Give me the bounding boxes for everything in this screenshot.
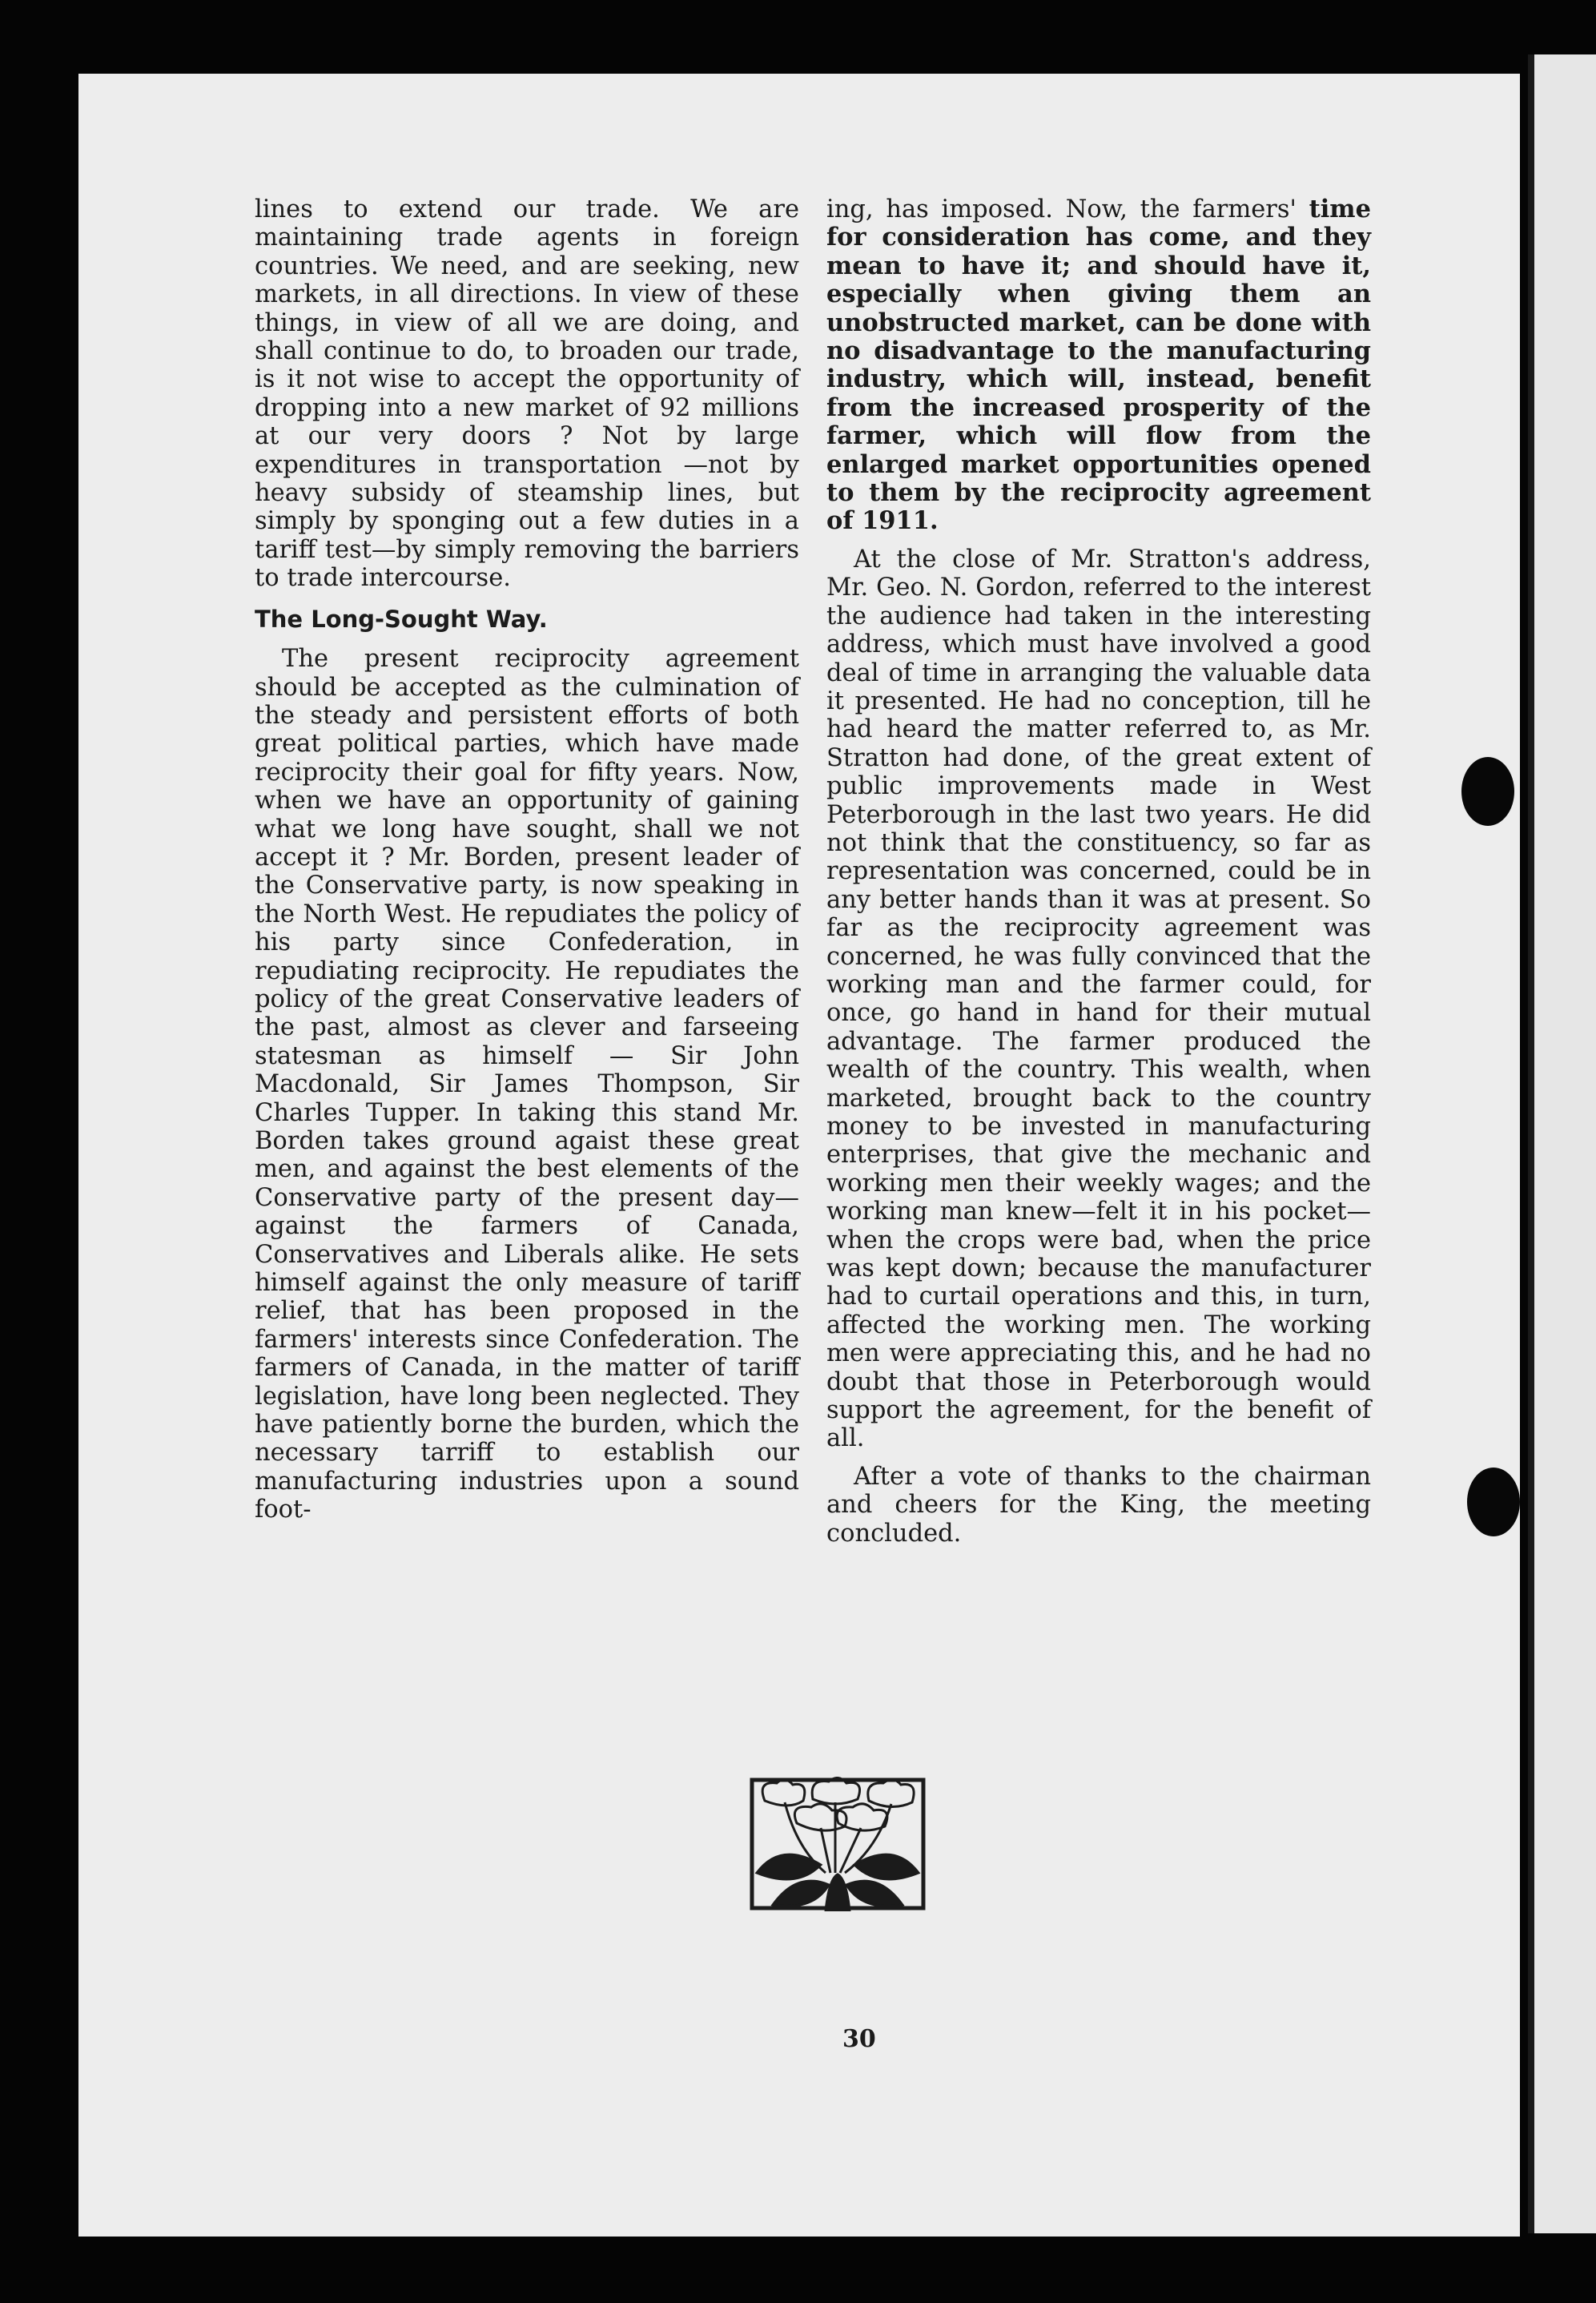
left-paragraph-2: The present reciprocity agreement should be accepted as the culmination of the steady and persistent efforts of both great political parties, which have made reciprocity their goal for fifty years. Now, when we have an opportunity of gaining what we long have sought, shall we not accept it ? Mr. Borden, present leader of the Conservative party, is now speaking in the North West. He repudiates the policy of his party since Confederation, in repudiating reciprocity. He repudiates the policy of the great Conservative leaders of the past, almost as clever and farseeing statesman as himself — Sir John Macdonald, Sir James Thompson, Sir Charles Tupper. In taking this stand Mr. Borden takes ground agaist these great men, and against the best elements of the Conservative party of the present day—against the farmers of Canada, Conservatives and Liberals alike. He sets himself against the only measure of tariff relief, that has been proposed in the farmers' interests since Confederation. The farmers of Canada, in the matter of tariff legislation, have long been neglected. They have patiently borne the burden, which the necessary tarriff to establish our manufacturing industries upon a sound foot- xyxy=(255,645,799,1524)
left-paragraph-1: lines to extend our trade. We are maintaining trade agents in foreign countries. We need, and are seeking, new markets, in all directions. In view of these things, in view of all we are doing, and shall continue to do, to broaden our trade, is it not wise to accept the opportunity of dropping into a new market of 92 millions at our very doors ? Not by large expenditures in transportation —not by heavy subsidy of steamship lines, but simply by sponging out a few duties in a tariff test—by simply removing the barriers to trade intercourse. xyxy=(255,195,799,593)
facing-page-edge xyxy=(1528,54,1596,2233)
left-column xyxy=(255,195,799,1534)
right-paragraph-3: After a vote of thanks to the chairman and cheers for the King, the meeting concluded. xyxy=(826,1462,1371,1548)
page-number: 30 xyxy=(842,2025,876,2053)
section-heading: The Long-Sought Way. xyxy=(255,605,548,633)
right-paragraph-1-bold: time for consideration has come, and they mean to have it; and should have it, especially when giving them an unobstructed market, can be done with no disadvantage to the manufacturing industry, which will, instead, benefit from the increased prosperity of the farmer, which will flow from the enlarged market opportunities opened to them by the reciprocity agreement of 1911. xyxy=(826,195,1371,536)
tulip-flowers-ornament-icon xyxy=(749,1777,927,1911)
right-paragraph-2: At the close of Mr. Stratton's address, Mr. Geo. N. Gordon, referred to the interest the audience had taken in the interesting address, which must have involved a good deal of time in arranging the valuable data it presented. He had no conception, till he had heard the matter referred to, as Mr. Stratton had done, of the great extent of public improvements made in West Peterborough in the last two years. He did not think that the constituency, so far as representation was concerned, could be in any better hands than it was at present. So far as the reciprocity agreement was concerned, he was fully convinced that the working man and the farmer could, for once, go hand in hand for their mutual advantage. The farmer produced the wealth of the country. This wealth, when marketed, brought back to the country money to be invested in manufacturing enterprises, that give the mechanic and working men their weekly wages; and the working man knew—felt it in his pocket—when the crops were bad, when the price was kept down; because the manufacturer had to curtail operations and this, in turn, affected the working men. The working men were appreciating this, and he had no doubt that those in Peterborough would support the agreement, for the benefit of all. xyxy=(826,545,1371,1453)
right-paragraph-1-normal: ing, has imposed. Now, the farmers' xyxy=(826,195,1296,223)
binding-hole-bottom xyxy=(1467,1468,1520,1536)
right-paragraph-1 xyxy=(826,195,1371,536)
right-column xyxy=(826,195,1371,1557)
binding-hole-top xyxy=(1461,757,1514,826)
